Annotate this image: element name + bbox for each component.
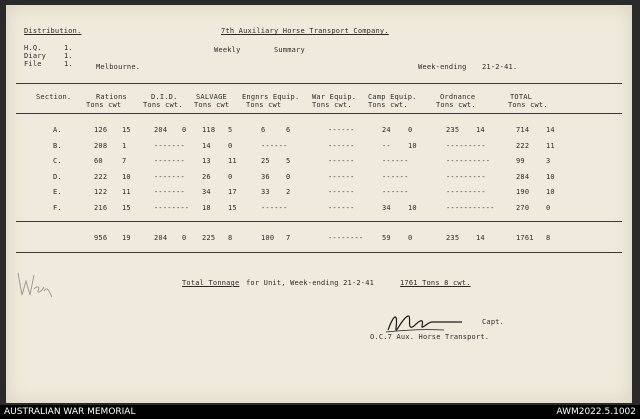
diary-count: 1. (64, 52, 73, 60)
table-cell: 284 (516, 172, 530, 181)
total-cell: 8 (228, 234, 233, 242)
table-cell: 122 (94, 188, 108, 197)
week-ending-label: Week-ending (418, 63, 467, 71)
rank-label: Capt. (482, 318, 505, 326)
table-cell: 10 (122, 172, 131, 181)
total-tonnage-value: 1761 Tons 8 cwt. (400, 279, 471, 287)
table-cell: 6 (261, 126, 266, 134)
section-label: F. (53, 204, 62, 212)
col-subheader-rations: Tons cwt (86, 101, 122, 109)
table-cell: 14 (476, 126, 485, 134)
table-cell: 11 (228, 157, 237, 166)
table-cell: ------ (261, 141, 288, 150)
col-subheader-total: Tons cwt. (508, 101, 548, 109)
col-header-ordnance: Ordnance (440, 93, 476, 101)
table-cell: 216 (94, 204, 108, 212)
summary-label: Summary (274, 46, 305, 54)
table-cell: ------ (328, 172, 355, 181)
table-cell: 126 (94, 126, 108, 134)
total-cell: 1761 (516, 234, 534, 242)
table-cell: 0 (228, 172, 233, 181)
table-cell: 14 (202, 141, 211, 150)
total-cell: 204 (154, 234, 168, 242)
table-cell: 10 (546, 188, 555, 197)
col-subheader-did: Tons cwt. (143, 101, 183, 109)
table-cell: 34 (202, 188, 211, 197)
table-cell: ------ (328, 141, 355, 150)
table-cell: -- (382, 141, 391, 150)
table-cell: 0 (408, 126, 413, 134)
total-cell: 0 (182, 234, 187, 242)
table-cell: 714 (516, 126, 530, 134)
table-cell: ------ (261, 204, 288, 212)
table-cell: ------- (154, 157, 185, 166)
total-cell: 0 (408, 234, 413, 242)
table-cell: 208 (94, 141, 108, 150)
table-cell: 0 (228, 141, 233, 150)
section-label: D. (53, 172, 62, 181)
table-cell: 118 (202, 126, 216, 134)
table-cell: 11 (122, 188, 131, 197)
col-subheader-ordnance: Tons cwt. (436, 101, 476, 109)
table-cell: 5 (286, 157, 291, 166)
table-cell: 0 (546, 204, 551, 212)
table-cell: 5 (228, 126, 233, 134)
table-cell: ------ (328, 204, 355, 212)
table-cell: 24 (382, 126, 391, 134)
table-cell: --------- (446, 141, 486, 150)
col-header-camp-equip: Camp Equip. (368, 93, 417, 101)
section-label: C. (53, 157, 62, 166)
table-cell: 3 (546, 157, 551, 166)
total-tonnage-text: for Unit, Week-ending 21-2-41 (246, 279, 375, 287)
table-cell: ------- (154, 188, 185, 197)
table-cell: 25 (261, 157, 270, 166)
table-cell: 60 (94, 157, 103, 166)
total-cell: 8 (546, 234, 551, 242)
archive-name: AUSTRALIAN WAR MEMORIAL (4, 407, 136, 417)
hq-count: 1. (64, 44, 73, 52)
signature-title: O.C.7 Aux. Horse Transport. (370, 333, 490, 341)
col-subheader-war-equip: Tons cwt. (312, 101, 352, 109)
total-cell: 14 (476, 234, 485, 242)
table-cell: 235 (446, 126, 460, 134)
total-cell: 235 (446, 234, 460, 242)
col-header-total: TOTAL (510, 93, 533, 101)
table-cell: 6 (286, 126, 291, 134)
table-cell: --------- (446, 188, 486, 197)
section-label: B. (53, 141, 62, 150)
table-cell: 99 (516, 157, 525, 166)
table-cell: 17 (228, 188, 237, 197)
col-header-section: Section. (36, 93, 72, 101)
table-cell: 222 (94, 172, 108, 181)
col-subheader-salvage: Tons cwt (194, 101, 230, 109)
pencil-annotation (14, 267, 54, 301)
total-cell: 225 (202, 234, 216, 242)
table-cell: ---------- (446, 157, 491, 166)
archive-reference: AWM2022.5.1002 (556, 407, 636, 417)
table-cell: 33 (261, 188, 270, 197)
table-cell: 13 (202, 157, 211, 166)
table-cell: 7 (122, 157, 127, 166)
col-subheader-camp-equip: Tons cwt. (368, 101, 408, 109)
table-cell: 34 (382, 204, 391, 212)
col-header-rations: Rations (96, 93, 127, 101)
table-cell: 15 (122, 204, 131, 212)
table-cell: ------ (382, 172, 409, 181)
totals-bottom-rule (16, 252, 622, 253)
total-cell: 956 (94, 234, 108, 242)
table-cell: 2 (286, 188, 291, 197)
total-cell: 100 (261, 234, 275, 242)
total-cell: 7 (286, 234, 291, 242)
table-cell: 15 (122, 126, 131, 134)
table-cell: 14 (546, 126, 555, 134)
totals-top-rule (16, 221, 622, 222)
table-cell: ------ (328, 126, 355, 134)
table-cell: ------ (328, 157, 355, 166)
col-header-war-equip: War Equip. (312, 93, 357, 101)
unit-title: 7th Auxiliary Horse Transport Company. (221, 27, 389, 35)
col-header-engineers: Engnrs Equip. (242, 93, 300, 101)
table-cell: 11 (546, 141, 555, 150)
table-cell: ------ (382, 157, 409, 166)
total-cell: 19 (122, 234, 131, 242)
week-ending-value: 21-2-41. (482, 63, 518, 71)
table-cell: 0 (286, 172, 291, 181)
section-label: E. (53, 188, 62, 197)
col-header-salvage: SALVAGE (196, 93, 227, 101)
header-bottom-rule (16, 113, 622, 114)
table-cell: -------- (154, 204, 190, 212)
document-page (6, 5, 632, 403)
total-cell: -------- (328, 234, 364, 242)
table-cell: 36 (261, 172, 270, 181)
location: Melbourne. (96, 63, 141, 71)
table-cell: 0 (182, 126, 187, 134)
table-cell: 190 (516, 188, 530, 197)
weekly-label: Weekly (214, 46, 241, 54)
table-cell: ------ (328, 188, 355, 197)
file-label: File (24, 60, 42, 68)
section-label: A. (53, 126, 62, 134)
archive-watermark-bar (0, 405, 640, 419)
file-count: 1. (64, 60, 73, 68)
total-tonnage-label: Total Tonnage (182, 279, 240, 287)
total-cell: 59 (382, 234, 391, 242)
distribution-label: Distribution. (24, 27, 82, 35)
col-header-did: D.I.D. (151, 93, 178, 101)
diary-label: Diary (24, 52, 47, 60)
table-cell: 10 (408, 141, 417, 150)
table-cell: --------- (446, 172, 486, 181)
table-cell: 10 (546, 172, 555, 181)
hq-label: H.Q. (24, 44, 42, 52)
col-subheader-engineers: Tons cwt (246, 101, 282, 109)
table-cell: ------ (382, 188, 409, 197)
table-top-rule (16, 83, 622, 84)
table-cell: ----------- (446, 204, 495, 212)
table-cell: 15 (228, 204, 237, 212)
table-cell: 10 (408, 204, 417, 212)
table-cell: 204 (154, 126, 168, 134)
table-cell: 1 (122, 141, 127, 150)
table-cell: 26 (202, 172, 211, 181)
table-cell: 222 (516, 141, 530, 150)
table-cell: 18 (202, 204, 211, 212)
table-cell: ------- (154, 141, 185, 150)
table-cell: 270 (516, 204, 530, 212)
table-cell: ------- (154, 172, 185, 181)
